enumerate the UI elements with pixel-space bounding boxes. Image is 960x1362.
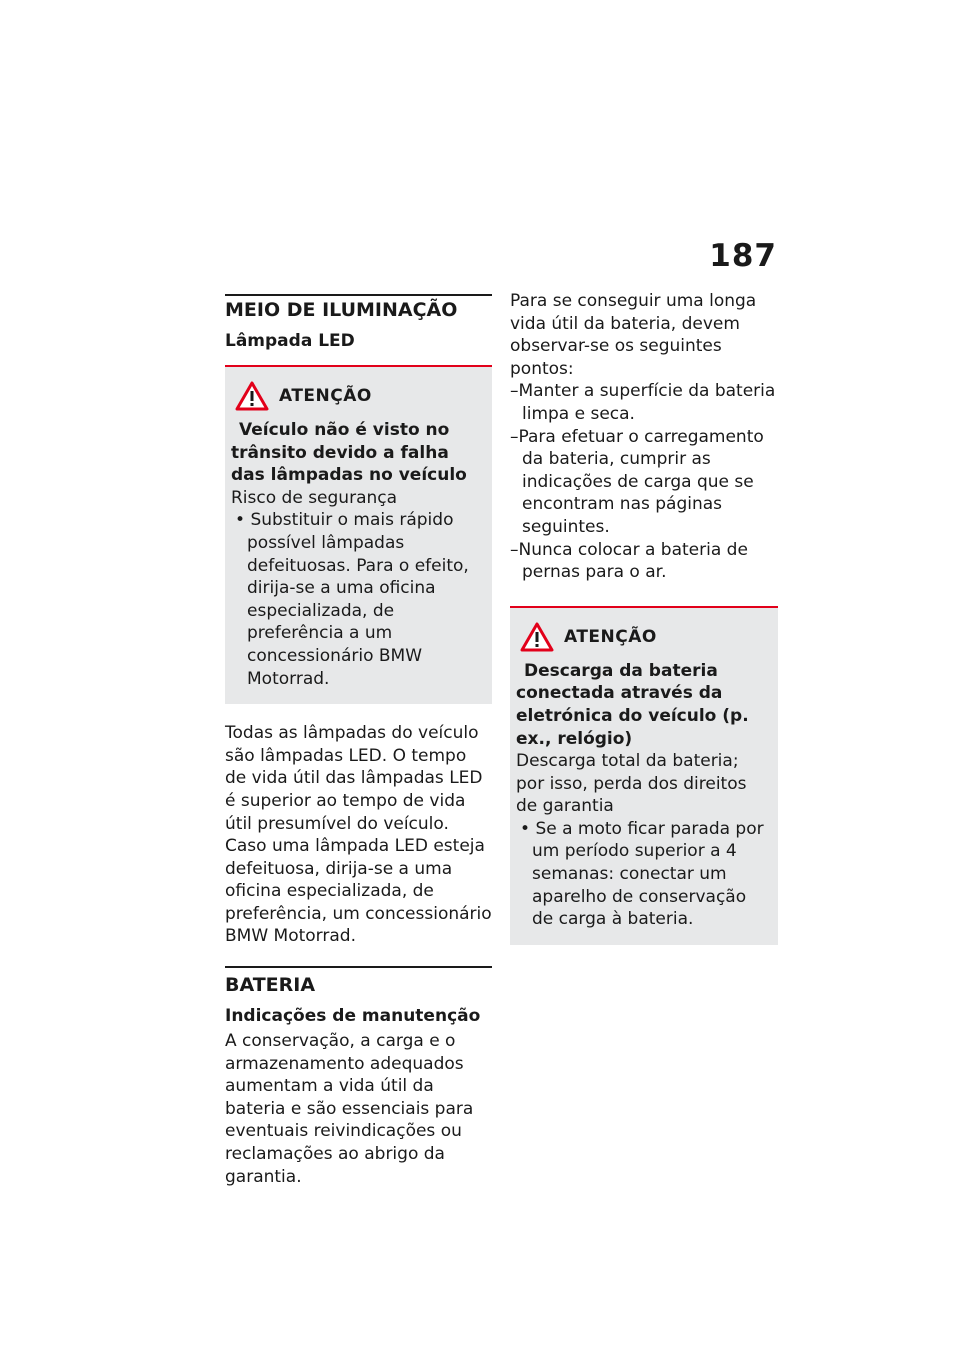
list-item: –Nunca colocar a bateria de pernas para o ar. (510, 539, 748, 583)
battery-tips-list (510, 380, 778, 583)
paragraph-battery-intro: Para se conseguir uma longa vida útil da bateria, devem observar-se os seguintes pontos: (510, 291, 757, 379)
section-rule (225, 966, 492, 968)
warning-header (235, 381, 486, 411)
subsection-title-led: Lâmpada LED (225, 331, 355, 351)
warning-triangle-icon (520, 622, 554, 652)
warning-risk: Descarga total da bateria; por isso, perda dos direitos de garantia (516, 751, 747, 817)
section-rule (225, 294, 492, 296)
subsection-title-maintenance: Indicações de manutenção (225, 1006, 481, 1027)
section-title-lighting: MEIO DE ILUMINAÇÃO (225, 299, 458, 321)
list-item: –Para efetuar o carregamento da bateria, cumprir as indicações de carga que se encontram nas páginas seguintes. (510, 426, 764, 537)
right-column (510, 290, 778, 945)
warning-actions (231, 509, 486, 690)
warning-box-battery (510, 606, 778, 945)
page-number: 187 (709, 238, 777, 274)
warning-label: ATENÇÃO (279, 386, 372, 406)
warning-box-led (225, 365, 492, 704)
warning-triangle-icon (235, 381, 269, 411)
warning-label: ATENÇÃO (564, 626, 657, 647)
warning-actions (516, 818, 772, 931)
warning-header (520, 622, 772, 652)
list-item: –Manter a superfície da bateria limpa e seca. (510, 381, 776, 424)
left-column (225, 294, 492, 1188)
paragraph-led-info: Todas as lâmpadas do veículo são lâmpadas LED. O tempo de vida útil das lâmpadas LED é superior ao tempo de vida útil presumível do veículo. Caso uma lâmpada LED esteja defeituosa, dirija-se a uma oficina especializada, de preferência, um concessionário BMW Motorrad. (225, 723, 492, 947)
warning-risk: Risco de segurança (231, 487, 398, 508)
warning-action-item: • Substituir o mais rápido possível lâmpadas defeituosas. Para o efeito, dirija-se a uma oficina especializada, de preferência a um concessionário BMW Motorrad. (235, 510, 469, 689)
warning-title: Veículo não é visto no trânsito devido a falha das lâmpadas no veículo (231, 420, 467, 486)
warning-action-item: • Se a moto ficar parada por um período superior a 4 semanas: conectar um aparelho de conservação de carga à bateria. (520, 818, 764, 930)
paragraph-battery-info: A conservação, a carga e o armazenamento adequados aumentam a vida útil da bateria e são essenciais para eventuais reivindicações ou reclamações ao abrigo da garantia. (225, 1031, 474, 1187)
warning-title: Descarga da bateria conectada através da eletrónica do veículo (p. ex., relógio) (516, 660, 749, 749)
section-title-battery: BATERIA (225, 974, 316, 997)
